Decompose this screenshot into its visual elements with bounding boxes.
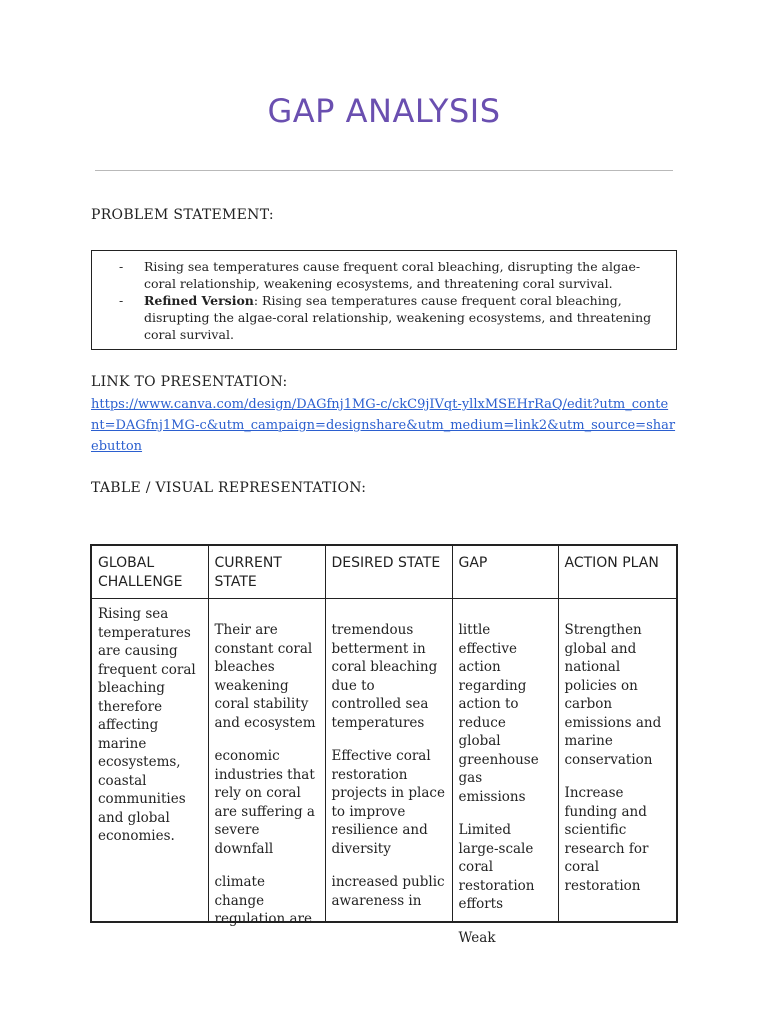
title-divider: [95, 170, 673, 171]
header-action-plan: ACTION PLAN: [558, 545, 677, 599]
table-header-row: [91, 545, 677, 599]
table-row: [91, 599, 677, 923]
cell-action-plan: [558, 599, 677, 923]
cell-paragraph: economic industries that rely on coral are suffering a severe downfall: [214, 748, 315, 857]
header-current-state: CURRENT STATE: [208, 545, 325, 599]
cell-current-state: [208, 599, 325, 927]
cell-paragraph: Increase funding and scientific research for coral restoration: [564, 785, 649, 894]
presentation-heading: LINK TO PRESENTATION:: [91, 374, 288, 390]
header-global-challenge: GLOBAL CHALLENGE: [91, 545, 208, 599]
gap-analysis-table: [90, 544, 678, 946]
page-title: GAP ANALYSIS: [267, 92, 501, 130]
cell-paragraph: Their are constant coral bleaches weakening coral stability and ecosystem: [214, 622, 316, 731]
cell-paragraph: climate change regulation are: [214, 874, 312, 927]
problem-statement-item: [116, 258, 664, 292]
cell-paragraph: increased public awareness in: [331, 874, 445, 909]
problem-statement-heading: PROBLEM STATEMENT:: [91, 207, 274, 223]
cell-paragraph: Weak: [458, 929, 496, 946]
cell-paragraph: Limited large-scale coral restoration efforts: [458, 822, 535, 912]
cell-paragraph: tremendous betterment in coral bleaching due to controlled sea temperatures: [331, 622, 438, 731]
bullet-dash: -: [119, 293, 124, 308]
cell-paragraph: little effective action regarding action to reduce global greenhouse gas emissions: [458, 622, 539, 805]
bullet-dash: -: [119, 259, 124, 274]
presentation-link[interactable]: https://www.canva.com/design/DAGfnj1MG-c/ckC9jIVqt-yllxMSEHrRaQ/edit?utm_content=DAGfnj1MG-c&utm_campaign=designshare&utm_medium=link2&utm_source=sharebutton: [91, 397, 676, 454]
problem-statement-box: [91, 250, 677, 350]
refined-version-label: Refined Version: [144, 293, 254, 308]
problem-statement-list: [116, 258, 664, 343]
cell-paragraph: Rising sea temperatures are causing frequent coral bleaching therefore affecting marine ecosystems, coastal communities and global economies.: [98, 606, 196, 844]
cell-desired-state: [325, 599, 452, 923]
cell-global-challenge: [91, 599, 208, 923]
problem-statement-text: : Rising sea temperatures cause frequent coral bleaching, disrupting the algae-coral relationship, weakening ecosystems, and threatening coral survival.: [144, 293, 652, 342]
cell-paragraph: Strengthen global and national policies on carbon emissions and marine conservation: [564, 622, 662, 768]
cell-paragraph: Effective coral restoration projects in place to improve resilience and diversity: [331, 748, 445, 857]
cell-gap: [452, 599, 558, 946]
table-heading: TABLE / VISUAL REPRESENTATION:: [91, 480, 367, 496]
header-gap: GAP: [452, 545, 558, 599]
problem-statement-text: Rising sea temperatures cause frequent coral bleaching, disrupting the algae-coral relationship, weakening ecosystems, and threatening coral survival.: [144, 259, 641, 291]
header-desired-state: DESIRED STATE: [325, 545, 452, 599]
problem-statement-item: [116, 292, 664, 343]
